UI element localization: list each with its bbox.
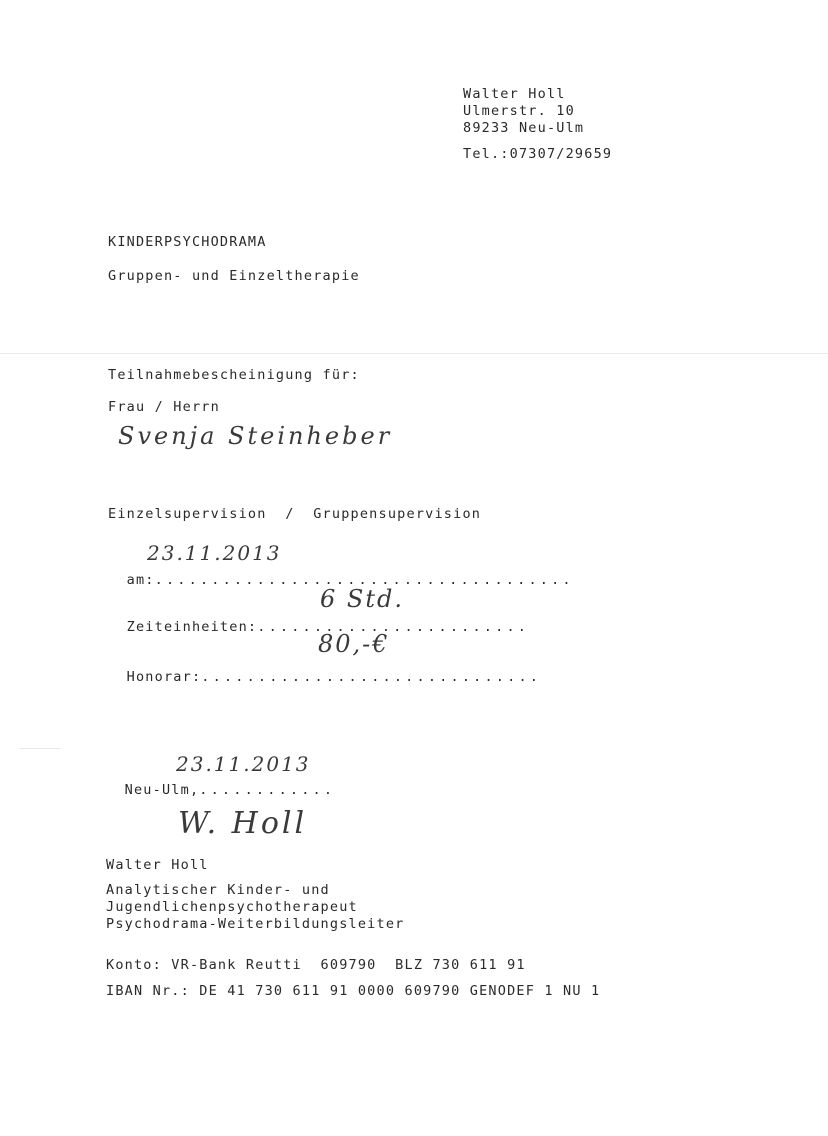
units-dotted-line: ........................	[257, 619, 530, 635]
place-dotted-line: ............	[199, 782, 336, 798]
fee-label: Honorar:	[126, 669, 202, 685]
scan-artifact-line	[20, 748, 60, 749]
sender-street: Ulmerstr. 10	[463, 103, 575, 119]
place-label: Neu-Ulm,	[124, 782, 200, 798]
signatory-role-3: Psychodrama-Weiterbildungsleiter	[106, 916, 405, 932]
signatory-role-1: Analytischer Kinder- und	[106, 882, 330, 898]
units-label: Zeiteinheiten:	[126, 619, 258, 635]
bank-iban: IBAN Nr.: DE 41 730 611 91 0000 609790 GENODEF 1 NU 1	[106, 983, 601, 999]
signatory-role-2: Jugendlichenpsychotherapeut	[106, 899, 358, 915]
sender-name: Walter Holl	[463, 86, 566, 102]
date-label: am:	[126, 572, 155, 588]
bank-account: Konto: VR-Bank Reutti 609790 BLZ 730 611 91	[106, 957, 526, 973]
date-handwritten: 23.11.2013	[147, 541, 282, 565]
participant-name-handwritten: Svenja Steinheber	[118, 422, 393, 450]
fee-handwritten: 80,-€	[318, 630, 390, 658]
fee-dotted-line: ..............................	[201, 669, 542, 685]
signatory-name: Walter Holl	[106, 857, 209, 873]
signature-handwritten: W. Holl	[178, 806, 308, 841]
supervision-type: Einzelsupervision / Gruppensupervision	[108, 506, 482, 522]
document-title: KINDERPSYCHODRAMA	[108, 234, 267, 250]
salutation: Frau / Herrn	[108, 399, 220, 415]
units-handwritten: 6 Std.	[320, 585, 404, 613]
sender-city: 89233 Neu-Ulm	[463, 120, 585, 136]
scan-artifact-line	[0, 353, 828, 354]
sender-phone: Tel.:07307/29659	[463, 146, 613, 162]
signature-date-handwritten: 23.11.2013	[176, 752, 311, 776]
date-dotted-line: .....................................	[154, 572, 574, 588]
certificate-label: Teilnahmebescheinigung für:	[108, 367, 360, 383]
document-subtitle: Gruppen- und Einzeltherapie	[108, 268, 360, 284]
